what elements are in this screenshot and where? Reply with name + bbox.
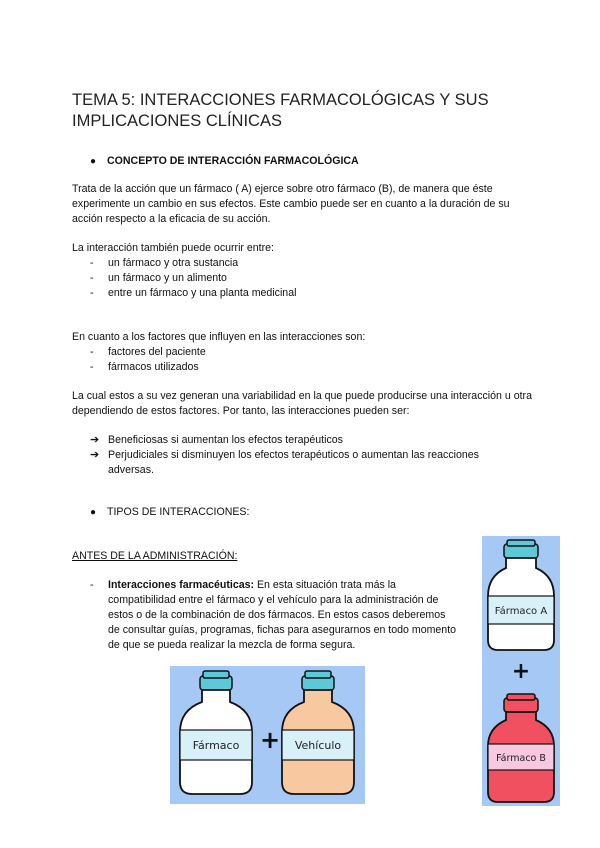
section-concepto-text: CONCEPTO DE INTERACCIÓN FARMACOLÓGICA bbox=[107, 155, 359, 167]
list-factors bbox=[72, 345, 527, 375]
arrow-icon: ➔ bbox=[90, 449, 100, 461]
list-item: - un fármaco y otra sustancia bbox=[90, 257, 239, 269]
bottles-illustration bbox=[482, 536, 560, 806]
item-bold-label: Interacciones farmacéuticas: bbox=[108, 579, 255, 591]
page-title: TEMA 5: INTERACCIONES FARMACOLÓGICAS Y SUS IMPLICACIONES CLÍNICAS bbox=[72, 91, 489, 130]
bottle-drug-label: Fármaco bbox=[192, 739, 240, 752]
list-interaction-types bbox=[72, 256, 527, 301]
paragraph-pharmaceutical bbox=[108, 578, 460, 653]
bottles-illustration bbox=[170, 666, 365, 804]
paragraph-interaction-between: La interacción también puede ocurrir entre: bbox=[72, 242, 274, 254]
paragraph-factors: En cuanto a los factores que influyen en las interacciones son: bbox=[72, 331, 366, 343]
list-item: ➔ Perjudiciales si disminuyen los efectos terapéuticos o aumentan las reacciones adversas. bbox=[90, 449, 479, 476]
paragraph-definition: Trata de la acción que un fármaco ( A) ejerce sobre otro fármaco (B), de manera que éste experimente un cambio en sus efectos. Este cambio puede ser en cuanto a la duración de su acción respecto a la eficacia de su acción. bbox=[72, 183, 510, 225]
paragraph-variability: La cual estos a su vez generan una variabilidad en la que puede producirse una interacción u otra dependiendo de estos factores. Por tanto, las interacciones pueden ser: bbox=[72, 390, 532, 417]
arrow-icon: ➔ bbox=[90, 434, 100, 446]
plus-icon: + bbox=[259, 726, 281, 754]
section-tipos-heading bbox=[90, 505, 249, 520]
list-item: - factores del paciente bbox=[90, 346, 206, 358]
image-drug-vehicle bbox=[170, 666, 365, 804]
bottle-b-icon bbox=[488, 694, 554, 802]
list-interaction-outcomes bbox=[72, 433, 512, 478]
subsection-heading: ANTES DE LA ADMINISTRACIÓN: bbox=[72, 550, 238, 562]
list-item: - entre un fármaco y una planta medicinal bbox=[90, 287, 297, 299]
bullet-icon: ● bbox=[90, 507, 97, 518]
list-item: - fármacos utilizados bbox=[90, 361, 199, 373]
bottle-a-icon bbox=[488, 540, 554, 650]
list-item: - un fármaco y un alimento bbox=[90, 272, 227, 284]
image-drug-interaction-vertical bbox=[482, 536, 560, 806]
list-item: ➔ Beneficiosas si aumentan los efectos terapéuticos bbox=[90, 434, 343, 446]
section-concepto-heading bbox=[90, 154, 359, 169]
bottle-vehicle-icon bbox=[282, 671, 354, 794]
item-text: En esta situación trata más la compatibilidad entre el fármaco y el vehículo para la administración de estos o de la combinación de dos fármacos. En estos casos deberemos de consultar guías, programas, fichas para asegurarnos en todo momento de que se pueda realizar la mezcla de forma segura. bbox=[108, 579, 457, 651]
plus-icon: + bbox=[511, 659, 531, 684]
bottle-vehicle-label: Vehículo bbox=[294, 739, 342, 752]
dash-marker: - bbox=[90, 579, 94, 591]
bottle-b-label: Fármaco B bbox=[496, 753, 546, 764]
bottle-a-label: Fármaco A bbox=[494, 606, 548, 617]
bottle-drug-icon bbox=[180, 671, 252, 794]
section-tipos-text: TIPOS DE INTERACCIONES: bbox=[107, 506, 250, 518]
bullet-icon: ● bbox=[90, 156, 97, 167]
